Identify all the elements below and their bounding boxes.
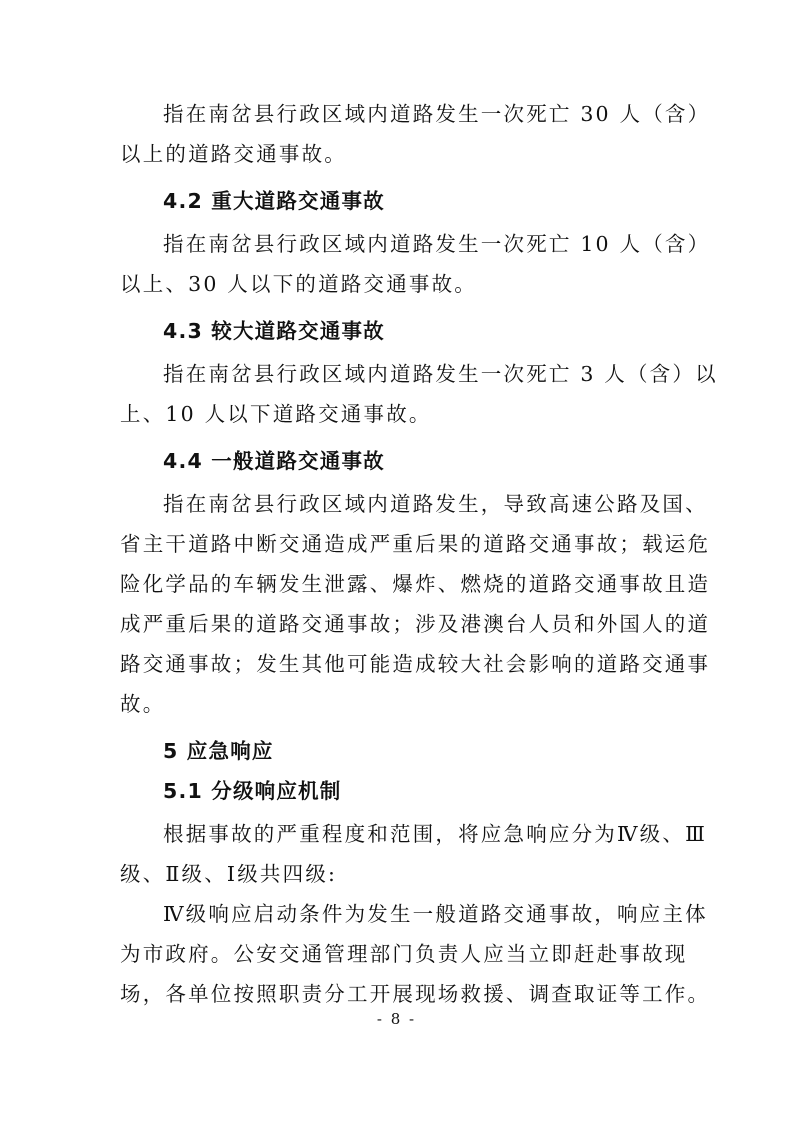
- section-heading-4-2: 4.2 重大道路交通事故: [163, 189, 385, 213]
- paragraph-line: 省主干道路中断交通造成严重后果的道路交通事故；载运危: [120, 532, 711, 556]
- section-heading-4-4: 4.4 一般道路交通事故: [163, 449, 385, 473]
- paragraph-line: 成严重后果的道路交通事故；涉及港澳台人员和外国人的道: [120, 612, 711, 636]
- paragraph-line: 指在南岔县行政区域内道路发生一次死亡 30 人（含）: [163, 102, 711, 126]
- paragraph-line: 以上、30 人以下的道路交通事故。: [120, 272, 478, 296]
- paragraph-line: 为市政府。公安交通管理部门负责人应当立即赶赴事故现: [120, 942, 688, 966]
- paragraph-line: 以上的道路交通事故。: [120, 142, 347, 166]
- section-heading-4-3: 4.3 较大道路交通事故: [163, 319, 385, 343]
- paragraph-line: 根据事故的严重程度和范围，将应急响应分为Ⅳ级、Ⅲ: [163, 822, 708, 846]
- paragraph-line: 上、10 人以下道路交通事故。: [120, 402, 432, 426]
- paragraph-line: 场，各单位按照职责分工开展现场救援、调查取证等工作。: [120, 982, 711, 1006]
- paragraph-line: 路交通事故；发生其他可能造成较大社会影响的道路交通事: [120, 652, 711, 676]
- paragraph-line: Ⅳ级响应启动条件为发生一般道路交通事故，响应主体: [163, 902, 708, 926]
- paragraph-line: 险化学品的车辆发生泄露、爆炸、燃烧的道路交通事故且造: [120, 572, 711, 596]
- paragraph-line: 级、Ⅱ级、Ⅰ级共四级:: [120, 862, 338, 886]
- section-heading-5-1: 5.1 分级响应机制: [163, 779, 342, 803]
- page-number: - 8 -: [376, 1010, 417, 1028]
- paragraph-line: 指在南岔县行政区域内道路发生，导致高速公路及国、: [163, 492, 708, 516]
- paragraph-line: 指在南岔县行政区域内道路发生一次死亡 3 人（含）以: [163, 362, 718, 386]
- paragraph-line: 指在南岔县行政区域内道路发生一次死亡 10 人（含）: [163, 232, 711, 256]
- section-heading-5: 5 应急响应: [163, 739, 274, 763]
- paragraph-line: 故。: [120, 692, 166, 716]
